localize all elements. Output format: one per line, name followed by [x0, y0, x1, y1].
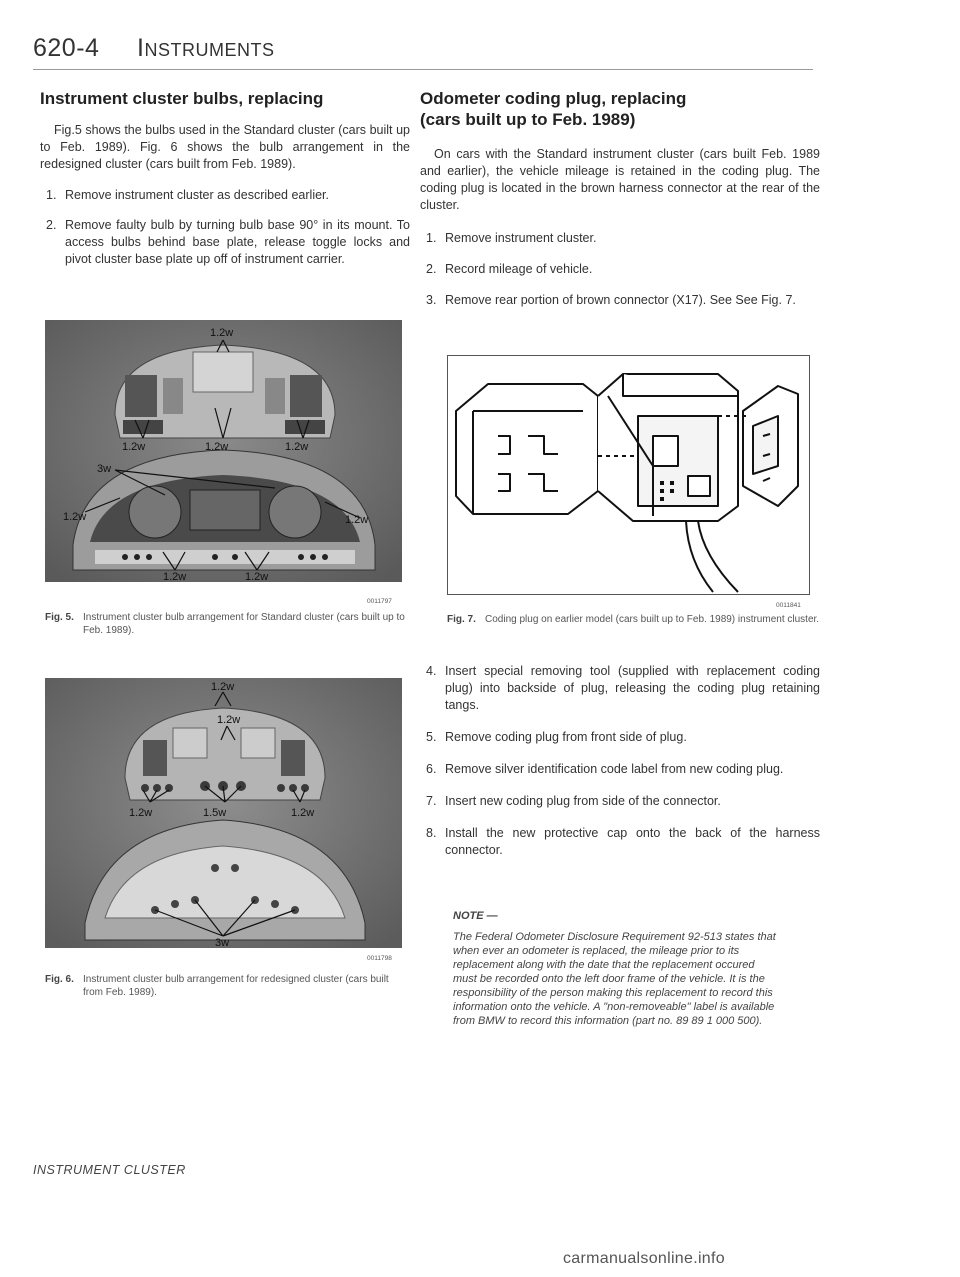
- note-text: The Federal Odometer Disclosure Requirement 92-513 states that when ever an odometer is replaced, the mileage prior to its replacement along with the date that the replacement occured must be recorded onto the left door frame of the vehicle. It is the responsibility of the person making this replacement to record this information onto the vehicle. A "non-removeable" label is available from BMW to record this information (part no. 89 89 1 000 500).: [453, 931, 776, 1027]
- fig5-label: 1.2w: [163, 571, 187, 582]
- fig6-caption: Fig. 6. Instrument cluster bulb arrangement for redesigned cluster (cars built from Feb. 1989).: [45, 974, 389, 998]
- step-item: 3. Remove rear portion of brown connector (X17). See See Fig. 7.: [426, 293, 796, 307]
- step-item: 2. Record mileage of vehicle.: [426, 262, 593, 276]
- note-block: [453, 910, 780, 1028]
- fig5-label: 3w: [97, 463, 112, 475]
- step-item: 2. Remove faulty bulb by turning bulb base 90° in its mount. To access bulbs behind base plate, release toggle locks and pivot cluster base plate up off of instrument carrier.: [46, 218, 410, 266]
- fig6-label: 1.2w: [291, 807, 315, 819]
- fig5-label: 1.2w: [285, 441, 309, 453]
- section-heading-odometer: Odometer coding plug, replacing: [420, 89, 687, 108]
- section-heading-bulbs: Instrument cluster bulbs, replacing: [40, 89, 324, 108]
- page-footer: INSTRUMENT CLUSTER: [33, 1163, 186, 1177]
- section-title: Instruments: [137, 34, 275, 62]
- note-heading: NOTE —: [453, 910, 498, 922]
- fig5-label: 1.2w: [210, 327, 234, 339]
- page-header: [33, 30, 813, 70]
- step-item: 1. Remove instrument cluster as described earlier.: [46, 188, 330, 202]
- right-column-top: [420, 88, 820, 309]
- step-item: 6. Remove silver identification code label from new coding plug.: [426, 762, 784, 776]
- step-item: 8. Install the new protective cap onto the back of the harness connector.: [426, 826, 820, 857]
- fig5-photo: [45, 320, 402, 582]
- fig5-label: 1.2w: [345, 514, 369, 526]
- section-subheading-odometer: (cars built up to Feb. 1989): [420, 110, 636, 129]
- watermark: carmanualsonline.info: [563, 1250, 725, 1267]
- fig7-diagram: [447, 355, 810, 595]
- fig6-label: 1.2w: [217, 714, 241, 726]
- fig5-label: 1.2w: [122, 441, 146, 453]
- left-column: [40, 88, 410, 268]
- fig7-number: 0011841: [776, 602, 801, 609]
- fig6-photo: [45, 678, 402, 948]
- page-number: 620-4: [33, 34, 100, 62]
- step-item: 1. Remove instrument cluster.: [426, 231, 597, 245]
- fig7-caption: Fig. 7. Coding plug on earlier model (cars built up to Feb. 1989) instrument cluster.: [447, 614, 820, 625]
- fig6-label: 3w: [215, 937, 230, 948]
- fig6-label: 1.2w: [211, 681, 235, 693]
- odometer-intro: On cars with the Standard instrument cluster (cars built Feb. 1989 and earlier), the vehicle mileage is retained in the coding plug. The coding plug is located in the brown harness connector at the rear of the cluster.: [420, 147, 820, 212]
- fig6-number: 0011798: [367, 955, 392, 962]
- fig6-label: 1.5w: [203, 807, 227, 819]
- fig5-label: 1.2w: [63, 511, 87, 523]
- fig5-caption: Fig. 5. Instrument cluster bulb arrangement for Standard cluster (cars built up to Feb. 1989).: [45, 612, 405, 636]
- step-item: 4. Insert special removing tool (supplied with replacement coding plug) into backside of plug, releasing the coding plug retaining tangs.: [426, 664, 820, 712]
- fig5-label: 1.2w: [245, 571, 269, 582]
- fig6-label: 1.2w: [129, 807, 153, 819]
- fig5-number: 0011797: [367, 598, 392, 605]
- right-column-bottom: [420, 663, 820, 859]
- bulbs-intro: Fig.5 shows the bulbs used in the Standard cluster (cars built up to Feb. 1989). Fig. 6 shows the bulb arrangement in the redesigned cluster (cars built from Feb. 1989).: [40, 123, 410, 171]
- fig5-label: 1.2w: [205, 441, 229, 453]
- step-item: 5. Remove coding plug from front side of plug.: [426, 730, 687, 744]
- step-item: 7. Insert new coding plug from side of the connector.: [426, 794, 721, 808]
